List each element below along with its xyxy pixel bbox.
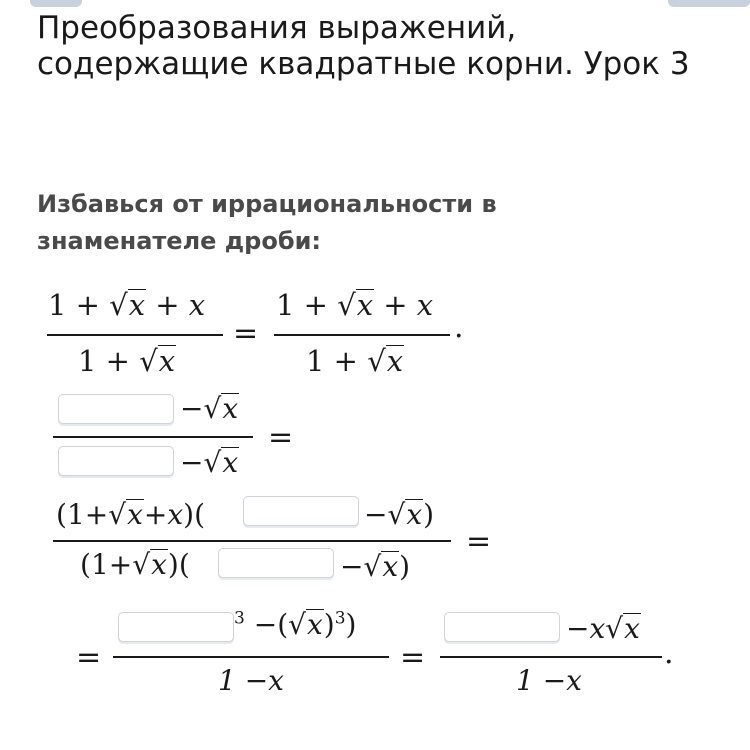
fraction-a-numerator: 1 + √x + x [48,288,206,322]
multiply-dot: . [454,310,464,345]
lesson-title: Преобразования выражений, содержащие квадратные корни. Урок 3 [37,10,690,82]
fraction-a-denominator: 1 + √x [78,344,176,378]
answer-input-2[interactable] [58,446,174,476]
fraction-f-bar [440,656,662,658]
fraction-d-denominator-right: −√x) [340,550,411,583]
fraction-b-numerator: 1 + √x + x [276,288,434,322]
final-dot: . [664,636,674,671]
sqrt-symbol: √x [367,344,404,378]
minus-sqrt-x-top: −√x [180,392,239,425]
sqrt-symbol: √x [203,446,239,479]
task-instruction: Избавься от иррациональности в знаменателе дроби: [37,190,497,255]
equals-sign: = [268,420,294,455]
sqrt-symbol: √x [387,498,423,531]
equals-sign: = [76,640,102,675]
minus-sqrt-x-bottom: −√x [180,446,239,479]
fraction-b-bar [274,334,450,336]
fraction-f-denominator: 1 −x [516,664,582,697]
fraction-d-bar [53,540,451,542]
sqrt-symbol: √x [288,608,323,641]
answer-input-6[interactable] [444,612,560,642]
sqrt-symbol: √x [363,550,399,583]
fraction-d-denominator-left: (1+√x)( [80,548,190,581]
sqrt-symbol: √x [139,344,176,378]
sqrt-symbol: √x [109,288,146,322]
equals-sign: = [400,640,426,675]
fraction-a-bar [47,334,223,336]
fraction-e-bar [113,656,389,658]
fraction-d-numerator-left: (1+√x+x)( [56,498,206,531]
fraction-e-denominator: 1 −x [218,664,284,697]
fraction-b-denominator: 1 + √x [306,344,404,378]
header-tab-right [668,0,750,7]
sqrt-symbol: √x [132,548,167,581]
sqrt-symbol: √x [605,612,640,645]
sqrt-symbol: √x [337,288,374,322]
fraction-c-bar [53,436,253,438]
sqrt-symbol: √x [108,498,143,531]
fraction-f-numerator: −x√x [566,612,640,645]
equals-sign: = [233,316,259,351]
equals-sign: = [466,524,492,559]
answer-input-3[interactable] [243,496,359,526]
sqrt-symbol: √x [203,392,239,425]
answer-input-4[interactable] [218,548,334,578]
header-tab-left [30,0,82,7]
answer-input-1[interactable] [58,394,174,424]
fraction-e-numerator: $^3 -(√x)^3$) [234,608,357,641]
answer-input-5[interactable] [118,612,234,642]
fraction-d-numerator-right: −√x) [364,498,435,531]
